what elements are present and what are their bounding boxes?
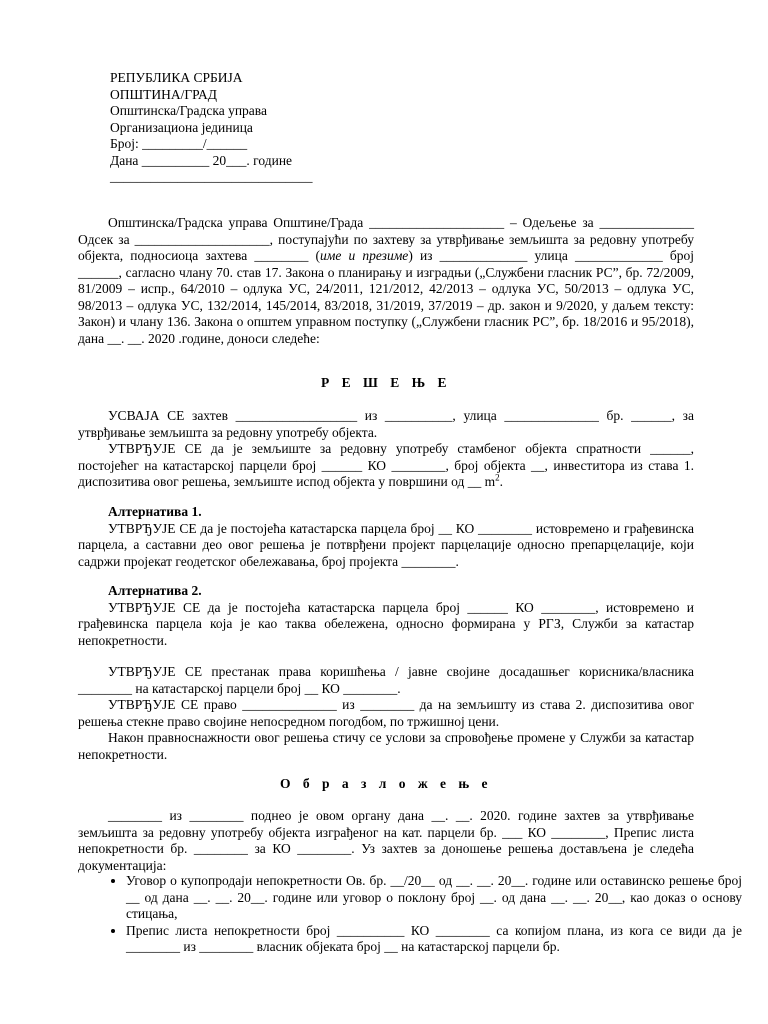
- alternative-2-title: Алтернатива 2.: [108, 583, 202, 598]
- intro-part1: Општинска/Градска управа Општине/Града ____________________ – Одељење за ______________ Одсек за ____________________, поступајући по захтеву за утврђивање земљишта за редовну употребу објекта, подносиоца захтева ________ (: [78, 215, 694, 263]
- decision-paragraph-3: УТВРЂУЈЕ СЕ престанак права коришћења / јавне својине досадашњег корисника/власника ________ на катастарској парцели број __ КО ________.: [78, 664, 694, 696]
- header-underline: ______________________________: [110, 169, 313, 184]
- list-item: • Уговор о купопродаји непокретности Ов. бр. __/20__ од __. __. 20__. године или оставинско решење број __ од дана __. __. 20__. године или уговор о поклону број __. од дана __. __. 20__, као доказ о основу стицања,: [126, 873, 742, 923]
- decision-paragraph-2: [78, 441, 694, 491]
- alternative-2-text: УТВРЂУЈЕ СЕ да је постојећа катастарска парцела број ______ КО ________, истовремено и грађевинска парцела која је као таква обележена, односно формирана у РГЗ, Служби за катастар непокретности.: [78, 599, 694, 648]
- alternative-1: [78, 504, 694, 570]
- list-item: • Препис листа непокретности број __________ КО ________ са копијом плана, из кога се види да је ________ из ________ власник објеката број __ на катастарској парцели бр.: [126, 923, 742, 956]
- intro-italic: име и презиме: [319, 248, 409, 263]
- dec2-text: УТВРЂУЈЕ СЕ да је земљиште за редовну употребу стамбеног објекта спратности ______, постојећег на катастарској парцели број ______ КО ________, број објекта __, инвеститора из става 1. диспозитива овог решења, земљиште испод објекта у површини од __ m: [78, 441, 694, 489]
- document-header: [110, 70, 410, 186]
- alternative-1-title: Алтернатива 1.: [108, 504, 202, 519]
- decision-paragraph-5: Након правноснажности овог решења стичу се услови за спровођење промене у Служби за катастар непокретности.: [78, 730, 694, 762]
- header-date: Дана __________ 20___. године: [110, 152, 293, 168]
- header-country: РЕПУБЛИКА СРБИЈА: [110, 70, 243, 85]
- decision-paragraph-4: УТВРЂУЈЕ СЕ право ______________ из ________ да на земљишту из става 2. диспозитива овог решења стекне право својине непосредном погодбом, по тржишној цени.: [78, 697, 694, 729]
- alternative-1-text: УТВРЂУЈЕ СЕ да је постојећа катастарска парцела број __ КО ________ истовремено и грађевинска парцела, а саставни део овог решења је потврђени пројект парцелације односно препарцелације, који садржи пројекат геодетског обележавања, број пројекта ________.: [78, 520, 694, 569]
- header-municipality: ОПШТИНА/ГРАД: [110, 86, 217, 102]
- dec2-end: .: [499, 474, 503, 489]
- header-administration: Општинска/Градска управа: [110, 103, 267, 118]
- decision-title: Р Е Ш Е Њ Е: [321, 375, 451, 390]
- reasoning-title: О б р а з л о ж е њ е: [279, 776, 493, 791]
- header-number: Број: _________/______: [110, 136, 248, 151]
- reasoning-paragraph: ________ из ________ поднео је овом органу дана __. __. 2020. године захтев за утврђивање земљишта за редовну употребу објекта изграђеног на кат. парцели бр. ___ КО ________, Препис листа непокретности бр. ________ за КО ________. Уз захтев за доношење решења достављена је следећа документација:: [78, 808, 694, 873]
- intro-paragraph: [78, 215, 694, 347]
- intro-part2: ) из _____________ улица _____________ број ______, сагласно члану 70. став 17. Закона о планирању и изградњи („Службени гласник РС”, бр. 72/2009, 81/2009 – испр., 64/2010 – одлука УС, 24/2011, 121/2012, 42/2013 – одлука УС, 50/2013 – одлука УС, 98/2013 – одлука УС, 132/2014, 145/2014, 83/2018, 31/2019, 37/2019 – др. закон и 9/2020, у даљем тексту: Закон) и члану 136. Закона о општем управном поступку („Службени гласник РС”, бр. 18/2016 и 95/2018), дана __. __. 2020 .године, доноси следеће:: [78, 248, 695, 346]
- dec2-superscript: 2: [495, 472, 500, 483]
- header-unit: Организациона јединица: [110, 119, 253, 135]
- alternative-2: [78, 583, 694, 649]
- decision-paragraph-1: УСВАЈА СЕ захтев __________________ из __________, улица ______________ бр. ______, за утврђивање земљишта за редовну употребу објекта.: [78, 408, 694, 440]
- documentation-list: [78, 873, 742, 956]
